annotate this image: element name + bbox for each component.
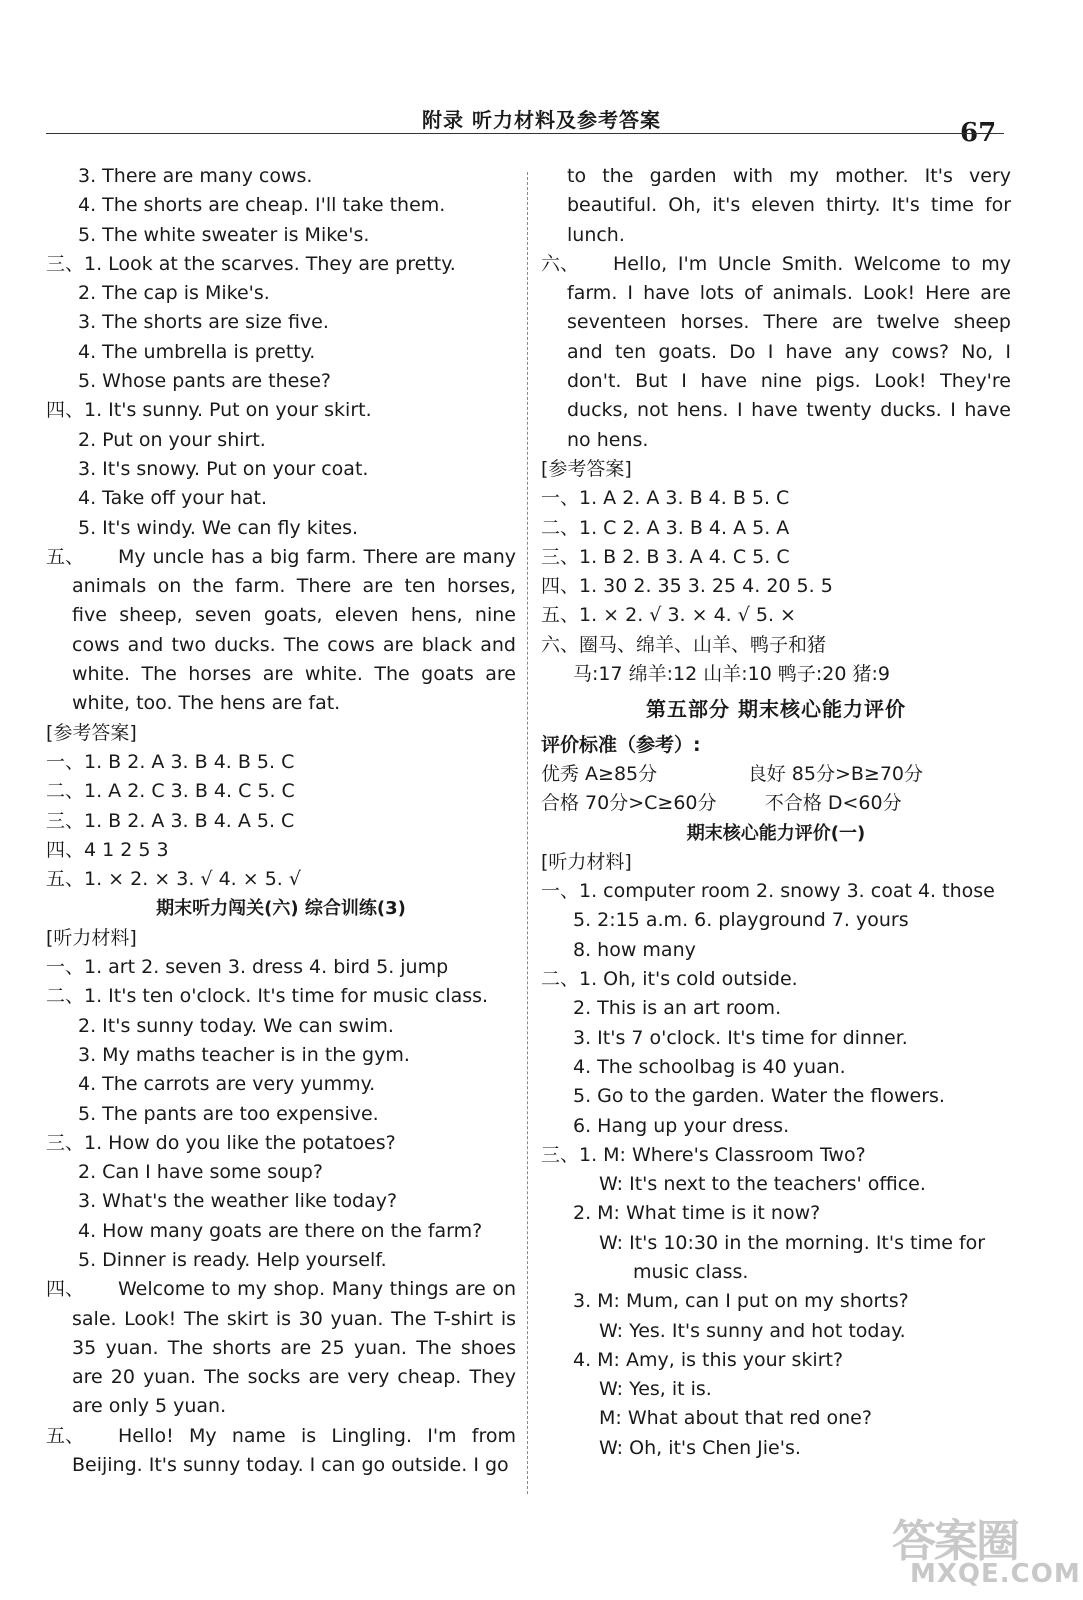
list-item: 5. The white sweater is Mike's. (78, 223, 370, 246)
list-item: 3. What's the weather like today? (78, 1190, 398, 1213)
paragraph-continued: to the garden with my mother. It's very beautiful. Oh, it's eleven thirty. It's time for lunch. (567, 165, 1011, 246)
list-item: 2. The cap is Mike's. (78, 282, 270, 305)
paragraph-text: Welcome to my shop. Many things are on sale. Look! The skirt is 30 yuan. The T-shirt is 35 yuan. The shorts are 25 yuan. The shoes are 20 yuan. The socks are very cheap. They are only 5 yuan. (72, 1278, 516, 1418)
materials-label: [听力材料] (46, 926, 137, 949)
list-item: 3. It's snowy. Put on your coat. (78, 457, 369, 480)
part-title: 第五部分 期末核心能力评价 (646, 697, 906, 722)
list-item: 5. The pants are too expensive. (78, 1102, 379, 1125)
list-item: 3. There are many cows. (78, 165, 313, 187)
animal-counts: 马:17 绵羊:12 山羊:10 鸭子:20 猪:9 (573, 663, 890, 686)
answers-label: [参考答案] (541, 457, 632, 480)
dialogue-line: 4. M: Amy, is this your skirt? (573, 1348, 844, 1371)
dialogue-line: W: Yes, it is. (599, 1378, 712, 1401)
list-item: 8. how many (573, 938, 696, 961)
paragraph-text: My uncle has a big farm. There are many animals on the farm. There are ten horses, five sheep, seven goats, eleven hens, nine cows and two ducks. The cows are black and white. The horses are white. The goats are white, too. The hens are fat. (72, 545, 516, 715)
paragraph-wu2 (46, 1422, 516, 1481)
list-item: 3. The shorts are size five. (78, 311, 329, 334)
list-item: 4. Take off your hat. (78, 487, 268, 510)
list-item: 二、1. Oh, it's cold outside. (541, 968, 798, 991)
dialogue-line: W: It's 10:30 in the morning. It's time for (599, 1231, 986, 1254)
list-item: 四、1. It's sunny. Put on your skirt. (46, 399, 372, 422)
dialogue-line: W: Oh, it's Chen Jie's. (599, 1436, 801, 1459)
running-header-title: 附录 听力材料及参考答案 (422, 108, 661, 132)
answer-row: 六、圈马、绵羊、山羊、鸭子和猪 (541, 633, 827, 656)
criteria-label: 评价标准（参考）: (541, 733, 701, 756)
criteria-row: 优秀 A≥85分 良好 85分>B≥70分 (541, 762, 923, 785)
dialogue-line: 三、1. M: Where's Classroom Two? (541, 1143, 866, 1166)
list-item: 一、1. art 2. seven 3. dress 4. bird 5. jump (46, 956, 449, 979)
list-item: 4. How many goats are there on the farm? (78, 1219, 483, 1242)
watermark-text: 答案圈 (892, 1516, 1018, 1567)
dialogue-line: M: What about that red one? (599, 1407, 872, 1430)
list-item: 2. Can I have some soup? (78, 1161, 323, 1184)
answer-row: 四、4 1 2 5 3 (46, 838, 169, 861)
list-item: 4. The schoolbag is 40 yuan. (573, 1055, 846, 1078)
list-item: 二、1. It's ten o'clock. It's time for music class. (46, 985, 489, 1008)
watermark-logo (880, 1505, 1080, 1597)
answer-row: 五、1. × 2. √ 3. × 4. √ 5. × (541, 604, 796, 627)
right-column (541, 162, 1011, 1463)
evaluation-title: 期末核心能力评价(一) (686, 822, 866, 844)
answer-row: 三、1. B 2. B 3. A 4. C 5. C (541, 545, 790, 568)
list-item: 4. The carrots are very yummy. (78, 1073, 376, 1096)
dialogue-line: W: It's next to the teachers' office. (599, 1173, 926, 1196)
list-item: 4. The shorts are cheap. I'll take them. (78, 194, 446, 217)
paragraph-label: 五、 (46, 1424, 85, 1447)
paragraph-wu (46, 543, 516, 719)
dialogue-line: music class. (633, 1260, 749, 1283)
answer-row: 二、1. A 2. C 3. B 4. C 5. C (46, 780, 295, 803)
list-item: 4. The umbrella is pretty. (78, 340, 316, 363)
list-item: 6. Hang up your dress. (573, 1114, 790, 1137)
materials-label: [听力材料] (541, 850, 632, 873)
dialogue-line: W: Yes. It's sunny and hot today. (599, 1319, 906, 1342)
list-item: 5. Dinner is ready. Help yourself. (78, 1248, 387, 1271)
header-rule (46, 133, 1004, 134)
list-item: 2. This is an art room. (573, 997, 782, 1020)
paragraph-label: 四、 (46, 1278, 85, 1301)
paragraph-text: Hello, I'm Uncle Smith. Welcome to my farm. I have lots of animals. Look! Here are seventeen horses. There are twelve sheep and ten goats. Do I have any cows? No, I don't. But I have nine pigs. Look! They're ducks, not hens. I have twenty ducks. I have no hens. (567, 252, 1011, 451)
dialogue-line: 3. M: Mum, can I put on my shorts? (573, 1290, 909, 1313)
answer-row: 一、1. A 2. A 3. B 4. B 5. C (541, 487, 790, 510)
list-item: 一、1. computer room 2. snowy 3. coat 4. those (541, 880, 995, 903)
answers-label: [参考答案] (46, 721, 137, 744)
list-item: 3. My maths teacher is in the gym. (78, 1043, 410, 1066)
paragraph-label: 六、 (541, 252, 580, 275)
watermark-url: MXQE.COM (910, 1559, 1081, 1589)
section-title: 期末听力闯关(六) 综合训练(3) (156, 898, 406, 920)
dialogue-line: 2. M: What time is it now? (573, 1202, 821, 1225)
list-item: 三、1. Look at the scarves. They are pretty. (46, 252, 456, 275)
list-item: 5. It's windy. We can fly kites. (78, 516, 359, 539)
column-divider (527, 172, 528, 1494)
answer-row: 四、1. 30 2. 35 3. 25 4. 20 5. 5 (541, 575, 833, 598)
criteria-row: 合格 70分>C≥60分 不合格 D<60分 (541, 792, 902, 815)
paragraph-text: Hello! My name is Lingling. I'm from Beijing. It's sunny today. I can go outside. I go (72, 1424, 516, 1477)
left-column (46, 162, 516, 1480)
list-item: 2. Put on your shirt. (78, 428, 266, 451)
paragraph-label: 五、 (46, 545, 85, 568)
list-item: 3. It's 7 o'clock. It's time for dinner. (573, 1026, 908, 1049)
answer-row: 五、1. × 2. × 3. √ 4. × 5. √ (46, 868, 301, 891)
paragraph-liu (541, 250, 1011, 455)
list-item: 2. It's sunny today. We can swim. (78, 1014, 394, 1037)
list-item: 三、1. How do you like the potatoes? (46, 1131, 396, 1154)
list-item: 5. Whose pants are these? (78, 370, 332, 393)
answer-row: 一、1. B 2. A 3. B 4. B 5. C (46, 750, 295, 773)
list-item: 5. Go to the garden. Water the flowers. (573, 1085, 945, 1108)
paragraph-si (46, 1275, 516, 1421)
answer-row: 三、1. B 2. A 3. B 4. A 5. C (46, 809, 295, 832)
list-item: 5. 2:15 a.m. 6. playground 7. yours (573, 909, 909, 932)
page-number: 67 (960, 118, 997, 148)
answer-row: 二、1. C 2. A 3. B 4. A 5. A (541, 516, 790, 539)
